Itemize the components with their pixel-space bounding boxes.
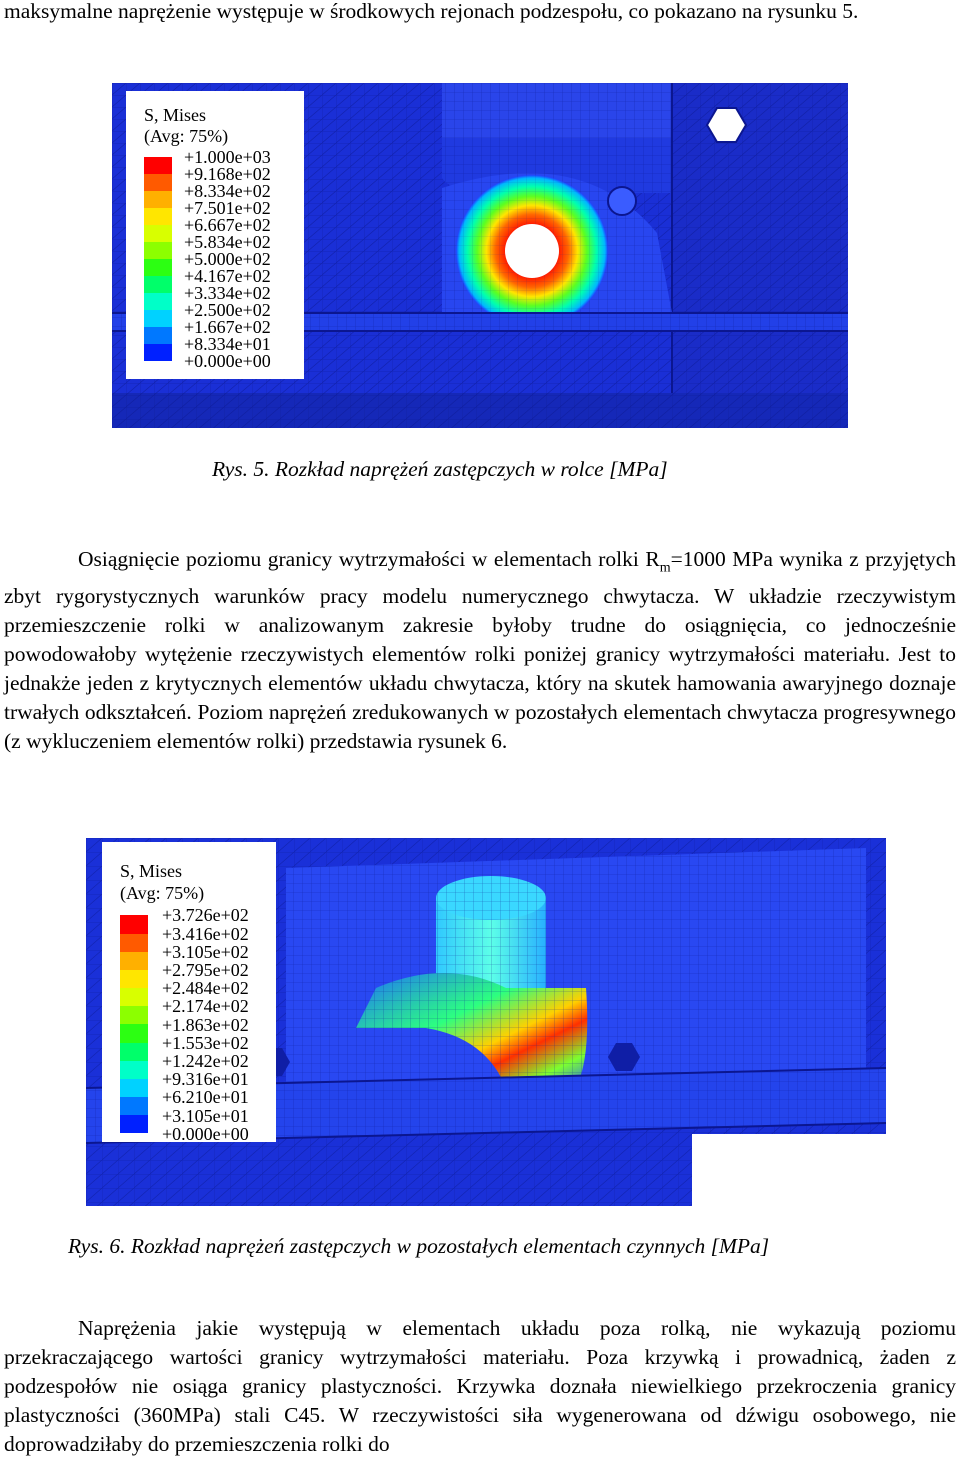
legend-value: +7.501e+02 bbox=[184, 198, 271, 218]
legend-value: +8.334e+02 bbox=[184, 181, 271, 201]
legend-color-swatch bbox=[120, 1097, 148, 1115]
paragraph-1-text-a: Osiągnięcie poziomu granicy wytrzymałości w elementach rolki R bbox=[78, 547, 660, 571]
legend-color-swatch bbox=[120, 1043, 148, 1061]
legend-value: +5.834e+02 bbox=[184, 232, 271, 252]
paragraph-2: Naprężenia jakie występują w elementach układu poza rolką, nie wykazują poziomu przekraczającego wartości granicy wytrzymałości materiału. Poza krzywką i prowadnicą, żaden z podzespołów nie osiąga granicy plastyczności. Krzywka doznała niewielkiego przekroczenia granicy plastyczności (360MPa) stali C45. W rzeczywistości siła wygenerowana od dźwigu osobowego, nie doprowadziłaby do przemieszczenia rolki do bbox=[4, 1316, 956, 1456]
legend-color-bar bbox=[120, 915, 148, 1133]
legend-value: +2.484e+02 bbox=[162, 978, 249, 999]
legend-color-swatch bbox=[144, 310, 172, 327]
legend-color-swatch bbox=[120, 1079, 148, 1097]
legend-value: +5.000e+02 bbox=[184, 249, 271, 269]
figure-5-fem-roller bbox=[112, 83, 848, 428]
legend-value: +4.167e+02 bbox=[184, 266, 271, 286]
legend-subtitle: (Avg: 75%) bbox=[120, 883, 205, 904]
legend-color-swatch bbox=[120, 952, 148, 970]
legend-color-swatch bbox=[120, 915, 148, 933]
legend-value: +0.000e+00 bbox=[184, 351, 271, 371]
legend-value: +1.667e+02 bbox=[184, 317, 271, 337]
intro-paragraph: maksymalne naprężenie występuje w środkowych rejonach podzespołu, co pokazano na rysunku 5. bbox=[4, 0, 859, 23]
legend-color-swatch bbox=[120, 1115, 148, 1133]
figure-5-caption: Rys. 5. Rozkład naprężeń zastępczych w rolce [MPa] bbox=[212, 457, 668, 481]
legend-color-swatch bbox=[144, 344, 172, 361]
legend-color-swatch bbox=[144, 242, 172, 259]
legend-color-swatch bbox=[144, 174, 172, 191]
legend-value: +9.316e+01 bbox=[162, 1069, 249, 1090]
legend-value: +1.553e+02 bbox=[162, 1032, 249, 1053]
figure-6-legend bbox=[120, 862, 270, 1143]
legend-value: +3.105e+01 bbox=[162, 1105, 249, 1126]
legend-value: +1.242e+02 bbox=[162, 1051, 249, 1072]
legend-value: +0.000e+00 bbox=[162, 1123, 249, 1144]
legend-value: +3.334e+02 bbox=[184, 283, 271, 303]
legend-value: +1.863e+02 bbox=[162, 1014, 249, 1035]
legend-value: +3.416e+02 bbox=[162, 923, 249, 944]
legend-color-swatch bbox=[120, 1006, 148, 1024]
legend-value: +9.168e+02 bbox=[184, 164, 271, 184]
legend-color-swatch bbox=[144, 293, 172, 310]
legend-color-swatch bbox=[120, 1024, 148, 1042]
legend-color-swatch bbox=[144, 157, 172, 174]
paragraph-1-text-b: =1000 MPa wynika z przyjętych zbyt rygorystycznych warunków pracy modelu numerycznego chwytacza. W układzie rzeczywistym przemieszczenie rolki w analizowanym zakresie byłoby trudne do osiągnięcia, co jednocześnie powodowałoby wytężenie rzeczywistych elementów rolki poniżej granicy wytrzymałości materiału. Jest to jednakże jeden z krytycznych elementów układu chwytacza, który na skutek hamowania awaryjnego doznaje trwałych odkształceń. Poziom naprężeń zredukowanych w pozostałych elementach chwytacza progresywnego (z wykluczeniem elementów rolki) przedstawia rysunek 6. bbox=[4, 547, 956, 754]
legend-subtitle: (Avg: 75%) bbox=[144, 126, 229, 146]
legend-value: +3.105e+02 bbox=[162, 941, 249, 962]
legend-value: +2.174e+02 bbox=[162, 996, 249, 1017]
legend-color-swatch bbox=[144, 225, 172, 242]
legend-scale bbox=[144, 149, 294, 370]
legend-color-swatch bbox=[144, 191, 172, 208]
legend-value: +8.334e+01 bbox=[184, 334, 271, 354]
legend-title: S, Mises bbox=[144, 105, 207, 125]
legend-color-swatch bbox=[144, 208, 172, 225]
legend-title: S, Mises bbox=[120, 861, 183, 881]
legend-value: +2.795e+02 bbox=[162, 960, 249, 981]
legend-value: +3.726e+02 bbox=[162, 905, 249, 926]
legend-value: +6.667e+02 bbox=[184, 215, 271, 235]
figure-6-caption: Rys. 6. Rozkład naprężeń zastępczych w pozostałych elementach czynnych [MPa] bbox=[68, 1234, 770, 1258]
paragraph-1-subscript: m bbox=[659, 560, 671, 576]
legend-color-swatch bbox=[144, 259, 172, 276]
legend-color-swatch bbox=[120, 1061, 148, 1079]
legend-value: +2.500e+02 bbox=[184, 300, 271, 320]
legend-color-bar bbox=[144, 157, 172, 361]
legend-value: +1.000e+03 bbox=[184, 147, 271, 167]
legend-color-swatch bbox=[120, 934, 148, 952]
figure-6-fem-components bbox=[86, 838, 886, 1206]
legend-color-swatch bbox=[120, 988, 148, 1006]
legend-color-swatch bbox=[144, 276, 172, 293]
figure-5-legend bbox=[144, 107, 294, 370]
legend-value: +6.210e+01 bbox=[162, 1087, 249, 1108]
legend-color-swatch bbox=[120, 970, 148, 988]
paragraph-1 bbox=[4, 545, 956, 756]
legend-color-swatch bbox=[144, 327, 172, 344]
legend-scale bbox=[120, 906, 270, 1143]
